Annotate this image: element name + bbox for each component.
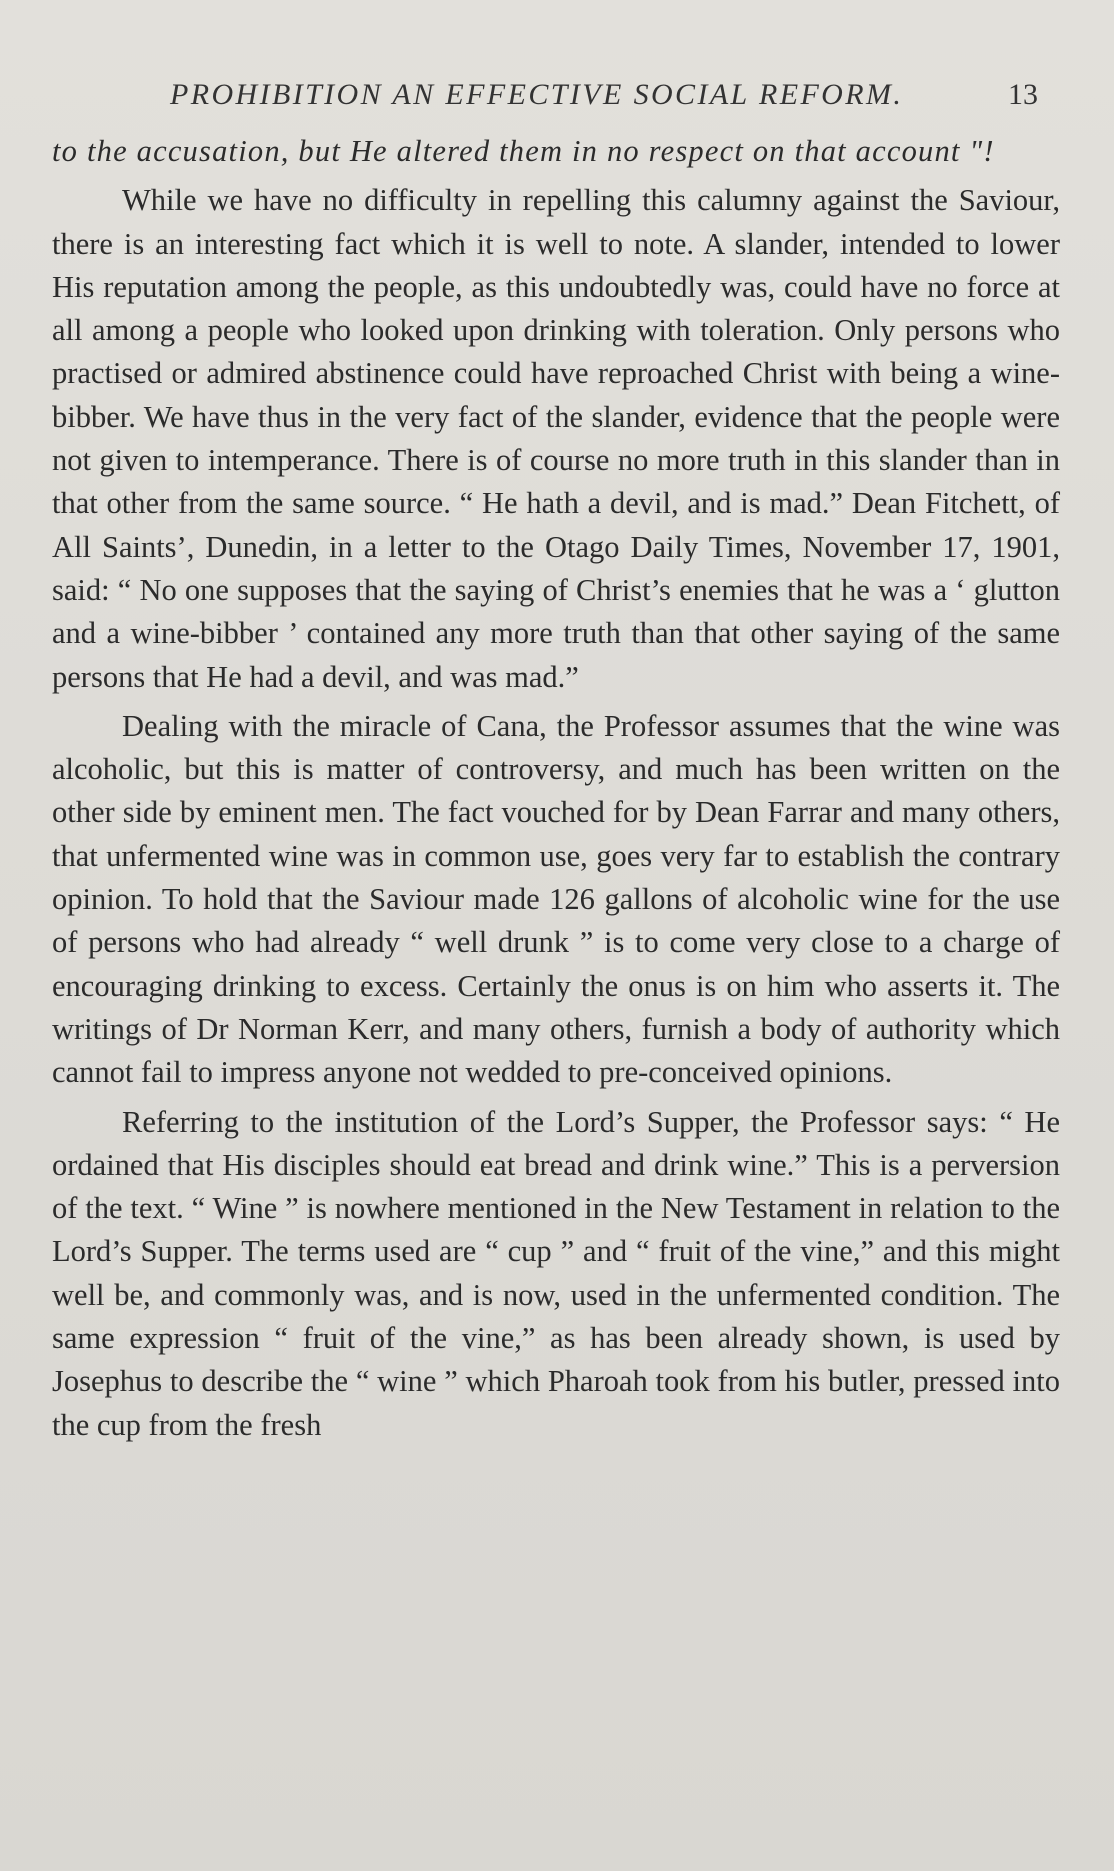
page-number: 13 [1008,78,1038,111]
paragraph-cana: Dealing with the miracle of Cana, the Professor assumes that the wine was alcoholic, but this is matter of controversy, and much has been written on the other side by eminent men. The fact vouched for by Dean Farrar and many others, that unfermented wine was in common use, goes very far to establish the contrary opinion. To hold that the Saviour made 126 gallons of alcoholic wine for the use of persons who had already “ well drunk ” is to come very close to a charge of encouraging drinking to excess. Certainly the onus is on him who asserts it. The writings of Dr Norman Kerr, and many others, furnish a body of authority which cannot fail to impress anyone not wedded to pre-conceived opinions. [52,708,1060,1090]
paragraph-slander: While we have no difficulty in repelling this calumny against the Saviour, there is an interesting fact which it is well to note. A slander, intended to lower His reputation among the people, as this undoubtedly was, could have no force at all among a people who looked upon drinking with toleration. Only persons who practised or admired abstinence could have reproached Christ with being a wine-bibber. We have thus in the very fact of the slander, evidence that the people were not given to intemperance. There is of course no more truth in this slander than in that other from the same source. “ He hath a devil, and is mad.” Dean Fitchett, of All Saints’, Dunedin, in a letter to the Otago Daily Times, November 17, 1901, said: “ No one supposes that the saying of Christ’s enemies that he was a ‘ glutton and a wine-bibber ’ contained any more truth than that other saying of the same persons that He had a devil, and was mad.” [52,183,1060,694]
paragraph-lords-supper: Referring to the institution of the Lord’s Supper, the Professor says: “ He ordained that His disciples should eat bread and drink wine.” This is a perversion of the text. “ Wine ” is nowhere mentioned in the New Testament in relation to the Lord’s Supper. The terms used are “ cup ” and “ fruit of the vine,” and this might well be, and commonly was, and is now, used in the unfermented condition. The same expression “ fruit of the vine,” as has been already shown, is used by Josephus to describe the “ wine ” which Pharoah took from his butler, pressed into the cup from the fresh [52,1104,1060,1442]
running-head [170,78,1050,118]
paragraph-continuation: to the accusation, but He altered them in no respect on that account "! [52,134,995,168]
body-text [52,130,1060,1453]
running-title: PROHIBITION AN EFFECTIVE SOCIAL REFORM. [170,78,904,111]
